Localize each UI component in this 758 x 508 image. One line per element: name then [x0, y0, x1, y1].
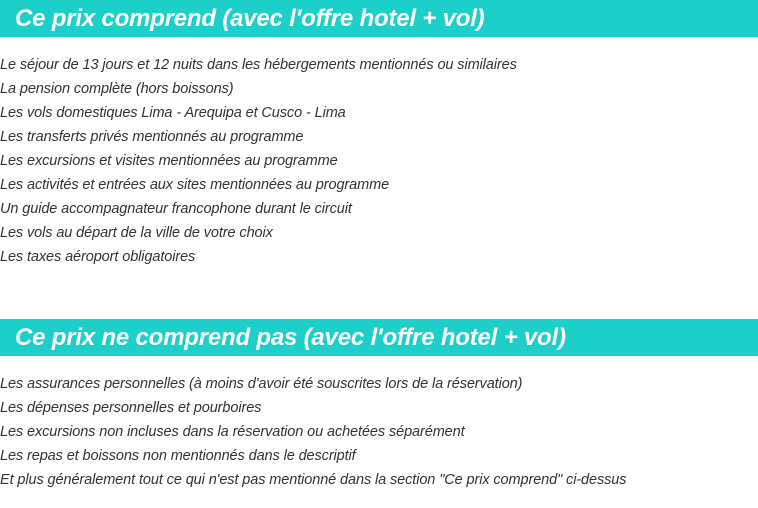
excludes-list-item: Les repas et boissons non mentionnés dans le descriptif	[0, 448, 356, 464]
includes-section-title: Ce prix comprend (avec l'offre hotel + vol)	[15, 5, 485, 32]
includes-list-item: Les vols au départ de la ville de votre choix	[0, 225, 273, 241]
excludes-list-item: Les assurances personnelles (à moins d'avoir été souscrites lors de la réservation)	[0, 376, 523, 392]
includes-list-item: Les excursions et visites mentionnées au programme	[0, 153, 338, 169]
includes-list-item: Les transferts privés mentionnés au programme	[0, 129, 304, 145]
excludes-list-item: Les dépenses personnelles et pourboires	[0, 400, 262, 416]
excludes-section-header	[0, 319, 758, 356]
includes-list-item: Les taxes aéroport obligatoires	[0, 249, 196, 265]
includes-list-item: Un guide accompagnateur francophone durant le circuit	[0, 201, 352, 217]
includes-list-item: Les activités et entrées aux sites mentionnées au programme	[0, 177, 390, 193]
includes-list-item: La pension complète (hors boissons)	[0, 81, 234, 97]
includes-list	[0, 53, 517, 269]
excludes-list-item: Les excursions non incluses dans la réservation ou achetées séparément	[0, 424, 465, 440]
excludes-list	[0, 372, 626, 492]
excludes-section-title: Ce prix ne comprend pas (avec l'offre hotel + vol)	[15, 324, 566, 351]
includes-section-header	[0, 0, 758, 37]
includes-list-item: Le séjour de 13 jours et 12 nuits dans les hébergements mentionnés ou similaires	[0, 57, 517, 73]
includes-list-item: Les vols domestiques Lima - Arequipa et Cusco - Lima	[0, 105, 346, 121]
excludes-list-item: Et plus généralement tout ce qui n'est pas mentionné dans la section "Ce prix comprend" ci-dessus	[0, 472, 627, 488]
